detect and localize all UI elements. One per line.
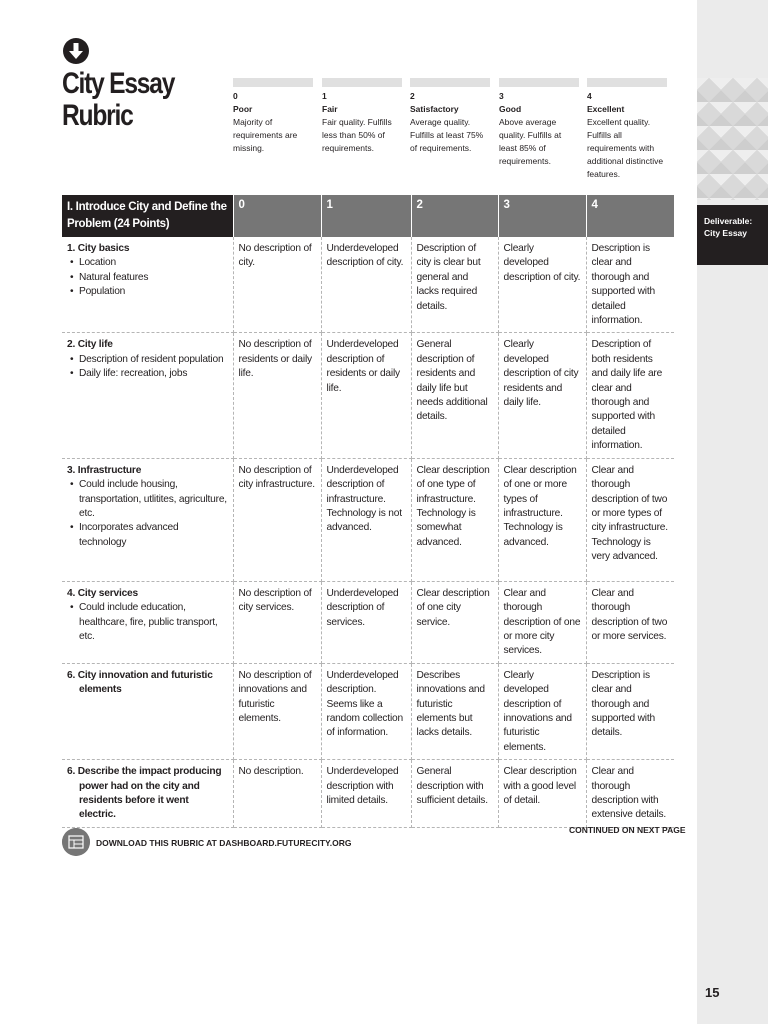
down-arrow-circle-icon: [63, 38, 89, 64]
score-cell-1: Underdeveloped description of infrastructure. Technology is not advanced.: [321, 458, 411, 581]
table-row: [62, 760, 674, 828]
criterion-title: 2. City life: [67, 339, 113, 351]
score-cell-1: Underdeveloped description. Seems like a random collection of information.: [321, 663, 411, 759]
scale-name: Excellent: [587, 104, 625, 114]
column-header-3: 3: [498, 195, 586, 237]
bullet-item: • Population: [67, 285, 228, 299]
score-cell-1: Underdeveloped description with limited details.: [321, 760, 411, 828]
score-cell-3: Clear and thorough description of one or more city services.: [498, 581, 586, 663]
column-header-2: 2: [411, 195, 498, 237]
scale-name: Satisfactory: [410, 104, 459, 114]
bullet-item: • Could include education, healthcare, fire, public transport, etc.: [67, 601, 228, 644]
scale-description: Fair quality. Fulfills less than 50% of requirements.: [322, 117, 392, 153]
table-row: [62, 458, 674, 581]
section-tab: [697, 205, 768, 265]
scale-level-4: [587, 78, 667, 181]
score-cell-3: Clearly developed description of city.: [498, 237, 586, 333]
scale-description: Above average quality. Fulfills at least 85% of requirements.: [499, 117, 562, 166]
scale-bar: [322, 78, 402, 87]
score-cell-2: Description of city is clear but general and lacks required details.: [411, 237, 498, 333]
score-cell-3: Clearly developed description of city residents and daily life.: [498, 333, 586, 458]
scale-description: Excellent quality. Fulfills all requirements with additional distinctive features.: [587, 117, 664, 179]
score-cell-0: No description of residents or daily life.: [233, 333, 321, 458]
page-number: 15: [705, 985, 720, 1000]
scale-level-1: [322, 78, 402, 155]
score-cell-1: Underdeveloped description of city.: [321, 237, 411, 333]
table-row: [62, 663, 674, 759]
score-cell-1: Underdeveloped description of services.: [321, 581, 411, 663]
bullet-item: • Location: [67, 256, 228, 270]
scale-description: Average quality. Fulfills at least 75% of requirements.: [410, 117, 484, 153]
scale-level-3: [499, 78, 579, 168]
side-margin: [697, 0, 768, 1024]
continued-note: CONTINUED ON NEXT PAGE: [569, 825, 686, 835]
criterion-bullets: [67, 601, 228, 644]
table-header-row: [62, 195, 674, 237]
score-cell-3: Clearly developed description of innovations and futuristic elements.: [498, 663, 586, 759]
title-line-1: City Essay: [62, 67, 175, 100]
score-cell-4: Description is clear and thorough and supported with details.: [586, 663, 674, 759]
score-cell-2: Clear description of one city service.: [411, 581, 498, 663]
scale-level-2: [410, 78, 490, 155]
scale-bar: [499, 78, 579, 87]
scale-name: Good: [499, 104, 522, 114]
criterion-bullets: [67, 256, 228, 299]
column-header-4: 4: [586, 195, 674, 237]
score-cell-3: Clear description with a good level of detail.: [498, 760, 586, 828]
table-row: [62, 333, 674, 458]
scale-number: 3: [499, 91, 504, 101]
score-cell-4: Clear and thorough description of two or more services.: [586, 581, 674, 663]
score-cell-2: Describes innovations and futuristic elements but lacks details.: [411, 663, 498, 759]
bullet-item: • Incorporates advanced technology: [67, 521, 228, 550]
score-cell-0: No description.: [233, 760, 321, 828]
scale-number: 0: [233, 91, 238, 101]
score-cell-2: Clear description of one type of infrastructure. Technology is somewhat advanced.: [411, 458, 498, 581]
criterion-title: 4. City services: [67, 587, 138, 599]
title-line-2: Rubric: [62, 99, 133, 132]
section-tab-value: City Essay: [704, 228, 747, 238]
criterion-cell: [62, 333, 233, 458]
download-link[interactable]: DOWNLOAD THIS RUBRIC AT DASHBOARD.FUTURECITY.ORG: [96, 838, 352, 848]
scale-name: Fair: [322, 104, 338, 114]
score-cell-3: Clear description of one or more types of infrastructure. Technology is advanced.: [498, 458, 586, 581]
criterion-cell: [62, 663, 233, 759]
score-cell-4: Description is clear and thorough and supported with detailed information.: [586, 237, 674, 333]
bullet-item: • Description of resident population: [67, 353, 228, 367]
criterion-title: 6. City innovation and futuristic elements: [67, 669, 213, 696]
score-cell-0: No description of innovations and futuristic elements.: [233, 663, 321, 759]
score-cell-4: Description of both residents and daily life are clear and thorough and supported with detailed information.: [586, 333, 674, 458]
decorative-pattern: [697, 78, 768, 200]
page-title: [62, 68, 174, 132]
table-row: [62, 581, 674, 663]
score-cell-2: General description of residents and daily life but needs additional details.: [411, 333, 498, 458]
criterion-title: 3. Infrastructure: [67, 464, 142, 476]
bullet-item: • Could include housing, transportation, utlitites, agriculture, etc.: [67, 478, 228, 521]
section-header: I. Introduce City and Define the Problem (24 Points): [62, 195, 233, 237]
score-cell-4: Clear and thorough description of two or more types of city infrastructure. Technology is very advanced.: [586, 458, 674, 581]
criterion-title: 1. City basics: [67, 243, 130, 254]
criterion-bullets: [67, 478, 228, 550]
score-cell-0: No description of city services.: [233, 581, 321, 663]
scale-description: Majority of requirements are missing.: [233, 117, 298, 153]
scale-number: 4: [587, 91, 592, 101]
column-header-1: 1: [321, 195, 411, 237]
score-cell-4: Clear and thorough description with extensive details.: [586, 760, 674, 828]
criterion-title: 6. Describe the impact producing power had on the city and residents before it went electric.: [67, 766, 222, 821]
bullet-item: • Natural features: [67, 271, 228, 285]
scale-number: 2: [410, 91, 415, 101]
section-tab-label: Deliverable:: [704, 216, 753, 226]
criterion-cell: [62, 760, 233, 828]
scale-number: 1: [322, 91, 327, 101]
score-cell-0: No description of city infrastructure.: [233, 458, 321, 581]
table-row: [62, 237, 674, 333]
scale-name: Poor: [233, 104, 253, 114]
score-cell-2: General description with sufficient details.: [411, 760, 498, 828]
criterion-cell: [62, 581, 233, 663]
score-cell-0: No description of city.: [233, 237, 321, 333]
scale-level-0: [233, 78, 313, 155]
blueprint-badge-icon: [62, 828, 90, 856]
scale-bar: [410, 78, 490, 87]
score-cell-1: Underdeveloped description of residents or daily life.: [321, 333, 411, 458]
rubric-table: [62, 195, 675, 828]
criterion-cell: [62, 458, 233, 581]
column-header-0: 0: [233, 195, 321, 237]
scale-bar: [233, 78, 313, 87]
scale-bar: [587, 78, 667, 87]
criterion-bullets: [67, 353, 228, 382]
bullet-item: • Daily life: recreation, jobs: [67, 367, 228, 381]
criterion-cell: [62, 237, 233, 333]
